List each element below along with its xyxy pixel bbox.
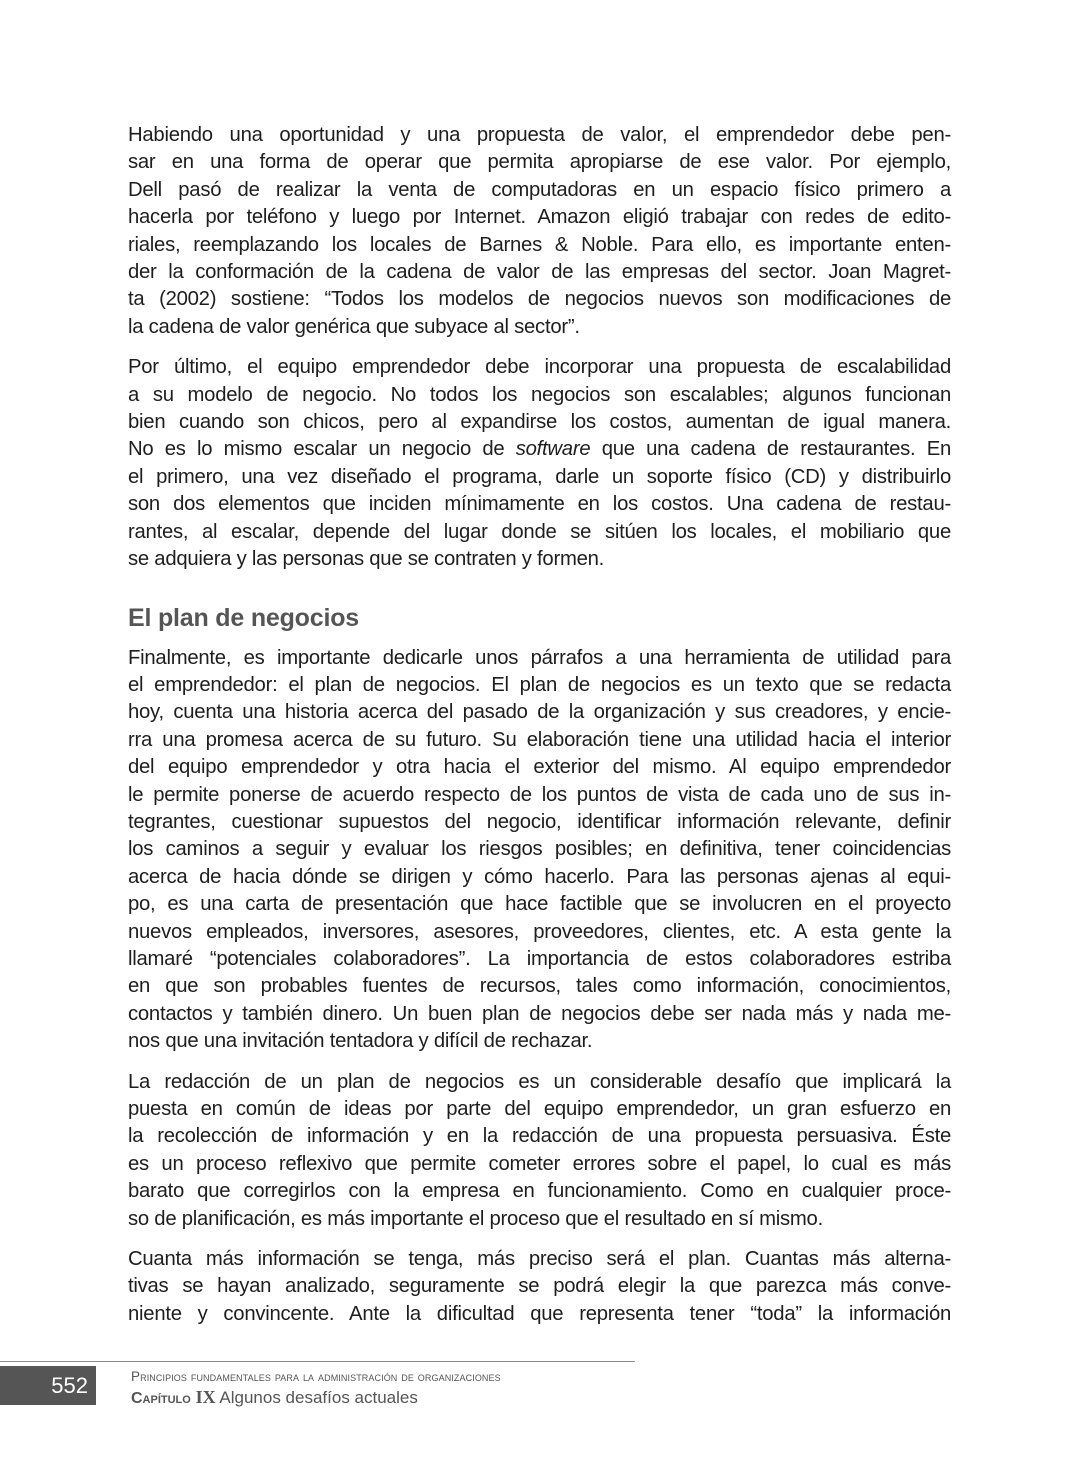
text-line: ta (2002) sostiene: “Todos los modelos de negocios nuevos son modificaciones de <box>128 288 951 311</box>
chapter-label: Capítulo <box>131 1390 191 1407</box>
text-line: es un proceso reflexivo que permite cometer errores sobre el papel, lo cual es más <box>128 1152 951 1175</box>
text-line: son dos elementos que inciden mínimamente en los costos. Una cadena de restau- <box>128 493 951 516</box>
chapter-title: Algunos desafíos actuales <box>219 1388 418 1407</box>
text-line: bien cuando son chicos, pero al expandirse los costos, aumentan de igual manera. <box>128 411 951 434</box>
text-line: Dell pasó de realizar la venta de computadoras en un espacio físico primero a <box>128 178 951 201</box>
chapter-number: IX <box>195 1387 216 1407</box>
text-line: po, es una carta de presentación que hace factible que se involucren en el proyecto <box>128 893 951 916</box>
text-line: rra una promesa acerca de su futuro. Su elaboración tiene una utilidad hacia el interior <box>128 728 951 751</box>
text-line: tivas se hayan analizado, seguramente se podrá elegir la que parezca más conve- <box>128 1275 951 1298</box>
text-line: se adquiera y las personas que se contraten y formen. <box>128 548 605 571</box>
text-line: Por último, el equipo emprendedor debe incorporar una propuesta de escalabilidad <box>128 356 951 379</box>
section-heading: El plan de negocios <box>128 603 359 632</box>
text-line: niente y convincente. Ante la dificultad que representa tener “toda” la información <box>128 1302 951 1325</box>
text-line: llamaré “potenciales colaboradores”. La importancia de estos colaboradores estriba <box>128 947 951 970</box>
paragraph-writing-challenge <box>128 1069 951 1233</box>
text-line: La redacción de un plan de negocios es un considerable desafío que implicará la <box>128 1070 951 1093</box>
text-line: le permite ponerse de acuerdo respecto de los puntos de vista de cada uno de sus in- <box>128 783 951 806</box>
text-line: acerca de hacia dónde se dirigen y cómo hacerlo. Para las personas ajenas al equi- <box>128 865 951 888</box>
text-line: Finalmente, es importante dedicarle unos párrafos a una herramienta de utilidad para <box>128 646 951 669</box>
page-body <box>128 122 951 1341</box>
text-line: Cuanta más información se tenga, más preciso será el plan. Cuantas más alterna- <box>128 1248 951 1271</box>
text-line: tegrantes, cuestionar supuestos del negocio, identificar información relevante, definir <box>128 810 951 833</box>
footer-divider <box>0 1361 635 1362</box>
text-line: riales, reemplazando los locales de Barnes & Noble. Para ello, es importante enten- <box>128 233 951 256</box>
text-line: a su modelo de negocio. No todos los negocios son escalables; algunos funcionan <box>128 383 951 406</box>
text-line: contactos y también dinero. Un buen plan de negocios debe ser nada más y nada me- <box>128 1002 951 1025</box>
text-line: nuevos empleados, inversores, asesores, proveedores, clientes, etc. A esta gente la <box>128 920 951 943</box>
text-line: so de planificación, es más importante el proceso que el resultado en sí mismo. <box>128 1207 823 1230</box>
text-fragment: que una cadena de restaurantes. En <box>590 438 952 461</box>
paragraph-value-chain <box>128 122 951 341</box>
text-line: la recolección de información y en la redacción de una propuesta persuasiva. Éste <box>128 1125 951 1148</box>
paragraph-business-plan-intro <box>128 645 951 1056</box>
text-line: el emprendedor: el plan de negocios. El plan de negocios es un texto que se redacta <box>128 673 951 696</box>
text-line: los caminos a seguir y evaluar los riesgos posibles; en definitiva, tener coincidencias <box>128 838 951 861</box>
text-line: sar en una forma de operar que permita apropiarse de ese valor. Por ejemplo, <box>128 151 951 174</box>
text-line: nos que una invitación tentadora y difícil de rechazar. <box>128 1030 593 1053</box>
text-line: der la conformación de la cadena de valor de las empresas del sector. Joan Magret- <box>128 261 951 284</box>
text-line: barato que corregirlos con la empresa en funcionamiento. Como en cualquier proce- <box>128 1180 951 1203</box>
italic-term: software <box>515 438 591 461</box>
text-line: hacerla por teléfono y luego por Internet. Amazon eligió trabajar con redes de edito- <box>128 206 951 229</box>
running-footer <box>131 1368 501 1410</box>
book-title: Principios fundamentales para la administración de organizaciones <box>131 1369 501 1384</box>
text-fragment: No es lo mismo escalar un negocio de <box>128 438 516 461</box>
text-line: rantes, al escalar, depende del lugar donde se sitúen los locales, el mobiliario que <box>128 520 951 543</box>
text-line: del equipo emprendedor y otra hacia el exterior del mismo. Al equipo emprendedor <box>128 756 951 779</box>
paragraph-scalability <box>128 354 951 573</box>
text-line: hoy, cuenta una historia acerca del pasado de la organización y sus creadores, y encie- <box>128 701 951 724</box>
text-line: el primero, una vez diseñado el programa, darle un soporte físico (CD) y distribuirlo <box>128 465 951 488</box>
text-line: puesta en común de ideas por parte del equipo emprendedor, un gran esfuerzo en <box>128 1098 951 1120</box>
page-number: 552 <box>0 1366 96 1405</box>
text-line: en que son probables fuentes de recursos, tales como información, conocimientos, <box>128 975 951 998</box>
text-line: la cadena de valor genérica que subyace al sector”. <box>128 315 580 338</box>
text-line-with-italic <box>128 436 951 463</box>
paragraph-information <box>128 1246 951 1328</box>
chapter-line <box>131 1386 501 1410</box>
text-line: Habiendo una oportunidad y una propuesta de valor, el emprendedor debe pen- <box>128 124 951 146</box>
